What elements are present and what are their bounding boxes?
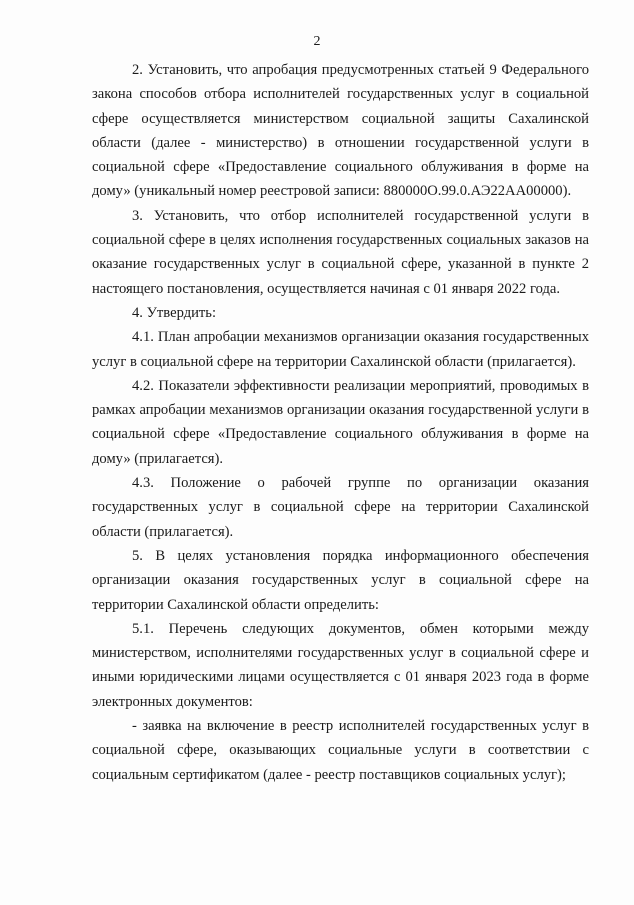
paragraph-4-1: 4.1. План апробации механизмов организации оказания государственных услуг в социальной сфере на территории Сахалинской области (прилагается). — [92, 329, 589, 370]
paragraph-5-1: 5.1. Перечень следующих документов, обмен которыми между министерством, исполнителями государственных услуг в социальной сфере и иными юридическими лицами осуществляется с 01 января 2023 года в форме электронных документов: — [92, 620, 589, 710]
paragraph-3: 3. Установить, что отбор исполнителей государственной услуги в социальной сфере в целях исполнения государственных социальных заказов на оказание государственных услуг в социальной сфере, указанной в пункте 2 настоящего постановления, осуществляется начиная с 01 января 2022 года. — [92, 207, 589, 297]
page-number: 2 — [313, 34, 321, 49]
paragraph-4-3: 4.3. Положение о рабочей группе по организации оказания государственных услуг в социальной сфере на территории Сахалинской области (прилагается). — [92, 475, 589, 540]
paragraph-2: 2. Установить, что апробация предусмотренных статьей 9 Федерального закона способов отбора исполнителей государственных услуг в социальной сфере осуществляется министерством социальной защиты Сахалинской области (далее - министерство) в отношении государственной услуги в социальной сфере «Предоставление социального облуживания в форме на дому» (уникальный номер реестровой записи: 880000О.99.0.АЭ22АА00000). — [92, 62, 589, 200]
paragraph-list-item-1: - заявка на включение в реестр исполнителей государственных услуг в социальной сфере, оказывающих социальные услуги в соответствии с социальным сертификатом (далее - реестр поставщиков социальных услуг); — [92, 718, 589, 783]
paragraph-5: 5. В целях установления порядка информационного обеспечения организации оказания государственных услуг в социальной сфере на территории Сахалинской области определить: — [92, 547, 589, 613]
paragraph-4: 4. Утвердить: — [132, 304, 217, 321]
document-body — [92, 58, 589, 787]
paragraph-4-2: 4.2. Показатели эффективности реализации мероприятий, проводимых в рамках апробации механизмов организации оказания государственной услуги в социальной сфере «Предоставление социального облуживания в форме на дому» (прилагается). — [92, 377, 589, 467]
